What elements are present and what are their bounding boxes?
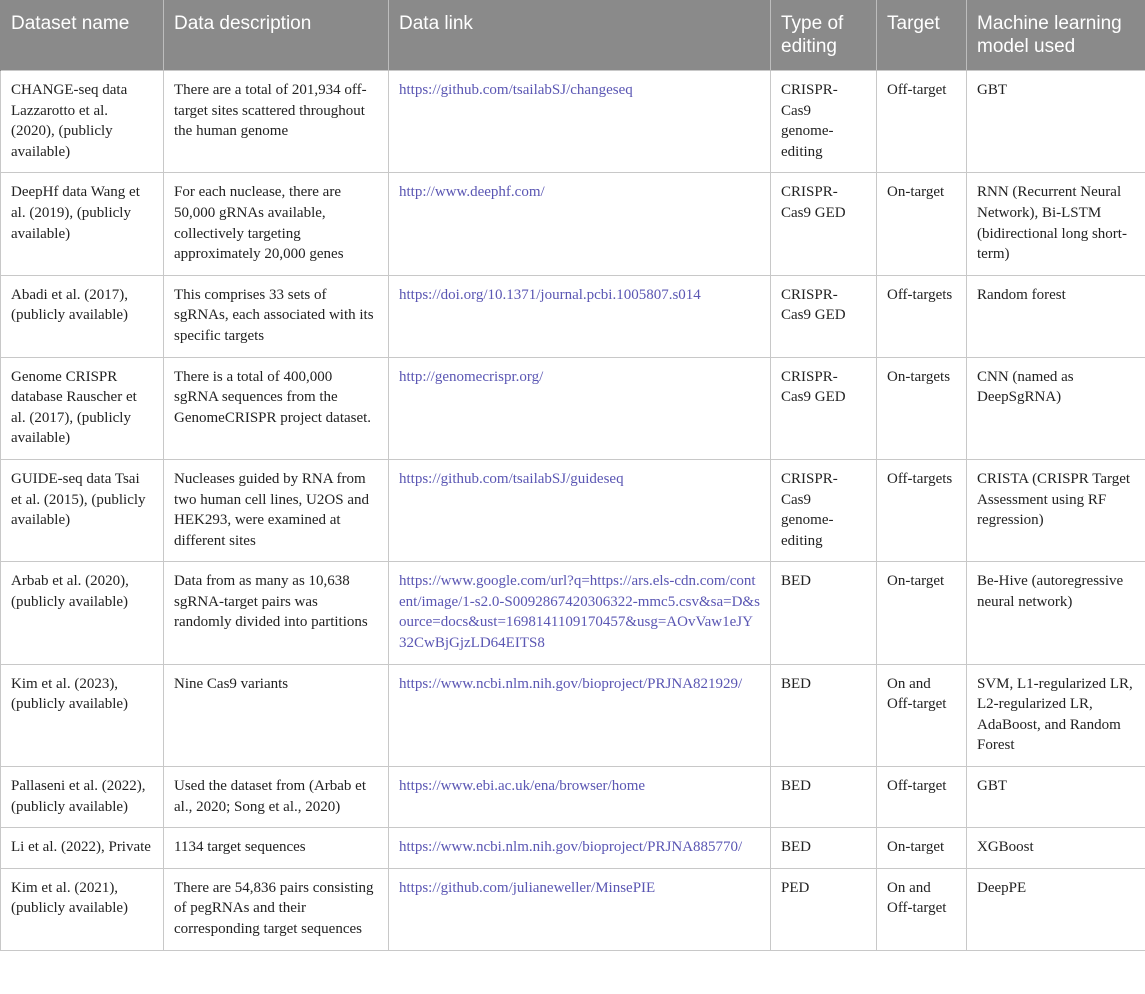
- header-ml-model: Machine learning model used: [967, 0, 1145, 71]
- cell-target: On and Off-target: [877, 664, 967, 766]
- cell-data-description: This comprises 33 sets of sgRNAs, each associated with its specific targets: [164, 275, 389, 357]
- cell-target: On and Off-target: [877, 868, 967, 950]
- cell-ml-model: GBT: [967, 71, 1145, 173]
- cell-type-of-editing: PED: [771, 868, 877, 950]
- cell-dataset-name: Kim et al. (2023), (publicly available): [1, 664, 164, 766]
- cell-ml-model: RNN (Recurrent Neural Network), Bi-LSTM (bidirectional long short-term): [967, 173, 1145, 275]
- cell-data-link[interactable]: https://github.com/julianeweller/MinsePIE: [389, 868, 771, 950]
- cell-ml-model: GBT: [967, 767, 1145, 828]
- cell-dataset-name: CHANGE-seq data Lazzarotto et al. (2020), (publicly available): [1, 71, 164, 173]
- cell-dataset-name: Kim et al. (2021), (publicly available): [1, 868, 164, 950]
- cell-type-of-editing: BED: [771, 828, 877, 869]
- table-row: [1, 459, 1145, 561]
- cell-data-link[interactable]: https://doi.org/10.1371/journal.pcbi.1005807.s014: [389, 275, 771, 357]
- table-header-row: [1, 0, 1145, 71]
- cell-data-link[interactable]: http://www.deephf.com/: [389, 173, 771, 275]
- cell-dataset-name: Pallaseni et al. (2022), (publicly available): [1, 767, 164, 828]
- cell-data-link[interactable]: http://genomecrispr.org/: [389, 357, 771, 459]
- cell-target: Off-targets: [877, 459, 967, 561]
- table-row: [1, 71, 1145, 173]
- cell-data-link[interactable]: https://www.ebi.ac.uk/ena/browser/home: [389, 767, 771, 828]
- table-row: [1, 357, 1145, 459]
- header-type-of-editing: Type of editing: [771, 0, 877, 71]
- cell-data-link[interactable]: https://github.com/tsailabSJ/guideseq: [389, 459, 771, 561]
- cell-ml-model: Be-Hive (autoregressive neural network): [967, 562, 1145, 664]
- cell-ml-model: CRISTA (CRISPR Target Assessment using RF regression): [967, 459, 1145, 561]
- cell-data-description: Nine Cas9 variants: [164, 664, 389, 766]
- cell-dataset-name: Arbab et al. (2020), (publicly available): [1, 562, 164, 664]
- cell-target: On-target: [877, 173, 967, 275]
- cell-data-link[interactable]: https://www.ncbi.nlm.nih.gov/bioproject/PRJNA821929/: [389, 664, 771, 766]
- cell-data-description: There are a total of 201,934 off-target sites scattered throughout the human genome: [164, 71, 389, 173]
- table-row: [1, 664, 1145, 766]
- cell-data-description: Used the dataset from (Arbab et al., 2020; Song et al., 2020): [164, 767, 389, 828]
- cell-data-description: There are 54,836 pairs consisting of pegRNAs and their corresponding target sequences: [164, 868, 389, 950]
- header-data-description: Data description: [164, 0, 389, 71]
- cell-data-description: Data from as many as 10,638 sgRNA-target pairs was randomly divided into partitions: [164, 562, 389, 664]
- cell-dataset-name: GUIDE-seq data Tsai et al. (2015), (publicly available): [1, 459, 164, 561]
- cell-data-link[interactable]: https://www.ncbi.nlm.nih.gov/bioproject/PRJNA885770/: [389, 828, 771, 869]
- header-data-link: Data link: [389, 0, 771, 71]
- cell-dataset-name: Abadi et al. (2017), (publicly available): [1, 275, 164, 357]
- header-target: Target: [877, 0, 967, 71]
- cell-target: Off-targets: [877, 275, 967, 357]
- cell-type-of-editing: CRISPR-Cas9 GED: [771, 357, 877, 459]
- table-row: [1, 767, 1145, 828]
- cell-ml-model: Random forest: [967, 275, 1145, 357]
- cell-type-of-editing: BED: [771, 562, 877, 664]
- cell-dataset-name: Li et al. (2022), Private: [1, 828, 164, 869]
- cell-ml-model: DeepPE: [967, 868, 1145, 950]
- cell-data-description: There is a total of 400,000 sgRNA sequences from the GenomeCRISPR project dataset.: [164, 357, 389, 459]
- header-dataset-name: Dataset name: [1, 0, 164, 71]
- cell-target: On-target: [877, 828, 967, 869]
- cell-target: Off-target: [877, 71, 967, 173]
- cell-ml-model: CNN (named as DeepSgRNA): [967, 357, 1145, 459]
- cell-dataset-name: DeepHf data Wang et al. (2019), (publicly available): [1, 173, 164, 275]
- cell-type-of-editing: BED: [771, 767, 877, 828]
- cell-ml-model: XGBoost: [967, 828, 1145, 869]
- table-row: [1, 828, 1145, 869]
- cell-ml-model: SVM, L1-regularized LR, L2-regularized LR, AdaBoost, and Random Forest: [967, 664, 1145, 766]
- cell-target: Off-target: [877, 767, 967, 828]
- cell-data-link[interactable]: https://github.com/tsailabSJ/changeseq: [389, 71, 771, 173]
- cell-dataset-name: Genome CRISPR database Rauscher et al. (2017), (publicly available): [1, 357, 164, 459]
- cell-data-description: 1134 target sequences: [164, 828, 389, 869]
- table-row: [1, 173, 1145, 275]
- cell-type-of-editing: CRISPR-Cas9 genome-editing: [771, 459, 877, 561]
- cell-target: On-targets: [877, 357, 967, 459]
- cell-data-link[interactable]: https://www.google.com/url?q=https://ars.els-cdn.com/content/image/1-s2.0-S0092867420306322-mmc5.csv&sa=D&source=docs&ust=1698141109170457&usg=AOvVaw1eJY32CwBjGjzLD64EITS8: [389, 562, 771, 664]
- table-row: [1, 275, 1145, 357]
- cell-type-of-editing: CRISPR-Cas9 GED: [771, 275, 877, 357]
- table-row: [1, 868, 1145, 950]
- cell-target: On-target: [877, 562, 967, 664]
- cell-type-of-editing: CRISPR-Cas9 GED: [771, 173, 877, 275]
- cell-data-description: Nucleases guided by RNA from two human cell lines, U2OS and HEK293, were examined at different sites: [164, 459, 389, 561]
- cell-data-description: For each nuclease, there are 50,000 gRNAs available, collectively targeting approximately 20,000 genes: [164, 173, 389, 275]
- table-row: [1, 562, 1145, 664]
- cell-type-of-editing: CRISPR-Cas9 genome-editing: [771, 71, 877, 173]
- cell-type-of-editing: BED: [771, 664, 877, 766]
